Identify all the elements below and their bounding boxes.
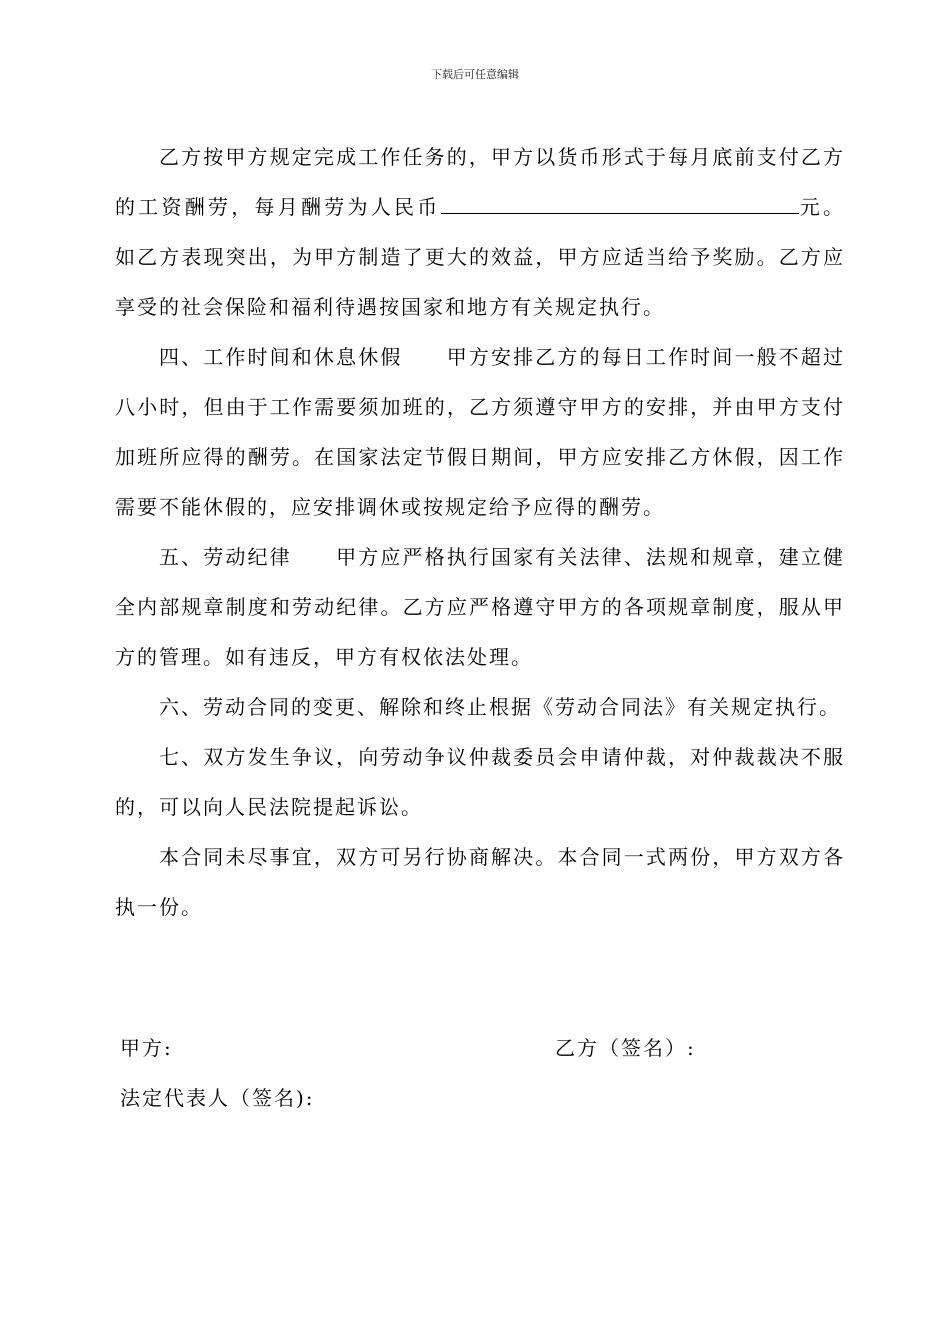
salary-amount-blank[interactable] (441, 191, 799, 214)
salary-text-end: 元。如乙方表现突出，为甲方制造了更大的效益，甲方应适当给予奖励。乙方应享受的社会保险和福利待遇按国家和地方有关规定执行。 (115, 195, 845, 319)
labor-discipline-paragraph: 五、劳动纪律 甲方应严格执行国家有关法律、法规和规章，建立健全内部规章制度和劳动纪律。乙方应严格遵守甲方的各项规章制度，服从甲方的管理。如有违反，甲方有权依法处理。 (115, 545, 845, 669)
legal-representative-signature-label: 法定代表人（签名): (120, 1086, 315, 1110)
salary-text: 乙方按甲方规定完成工作任务的，甲方以货币形式于每月底前支付乙方的工资酬劳，每月酬劳为人民币 (115, 145, 845, 219)
work-hours-paragraph: 四、工作时间和休息休假 甲方安排乙方的每日工作时间一般不超过八小时，但由于工作需要须加班的，乙方须遵守甲方的安排，并由甲方支付加班所应得的酬劳。在国家法定节假日期间，甲方应安排乙方休假，因工作需要不能休假的，应安排调休或按规定给予应得的酬劳。 (115, 345, 845, 519)
salary-paragraph (115, 132, 845, 332)
page-header: 下载后可任意编辑 (431, 68, 519, 81)
closing-paragraph: 本合同未尽事宜，双方可另行协商解决。本合同一式两份，甲方双方各执一份。 (115, 845, 845, 919)
dispute-paragraph: 七、双方发生争议，向劳动争议仲裁委员会申请仲裁，对仲裁裁决不服的，可以向人民法院提起诉讼。 (115, 745, 845, 819)
contract-change-paragraph: 六、劳动合同的变更、解除和终止根据《劳动合同法》有关规定执行。 (159, 695, 841, 719)
party-a-signature-label: 甲方: (120, 1036, 173, 1060)
party-b-signature-label: 乙方（签名）: (555, 1036, 696, 1060)
contract-body (115, 132, 845, 932)
